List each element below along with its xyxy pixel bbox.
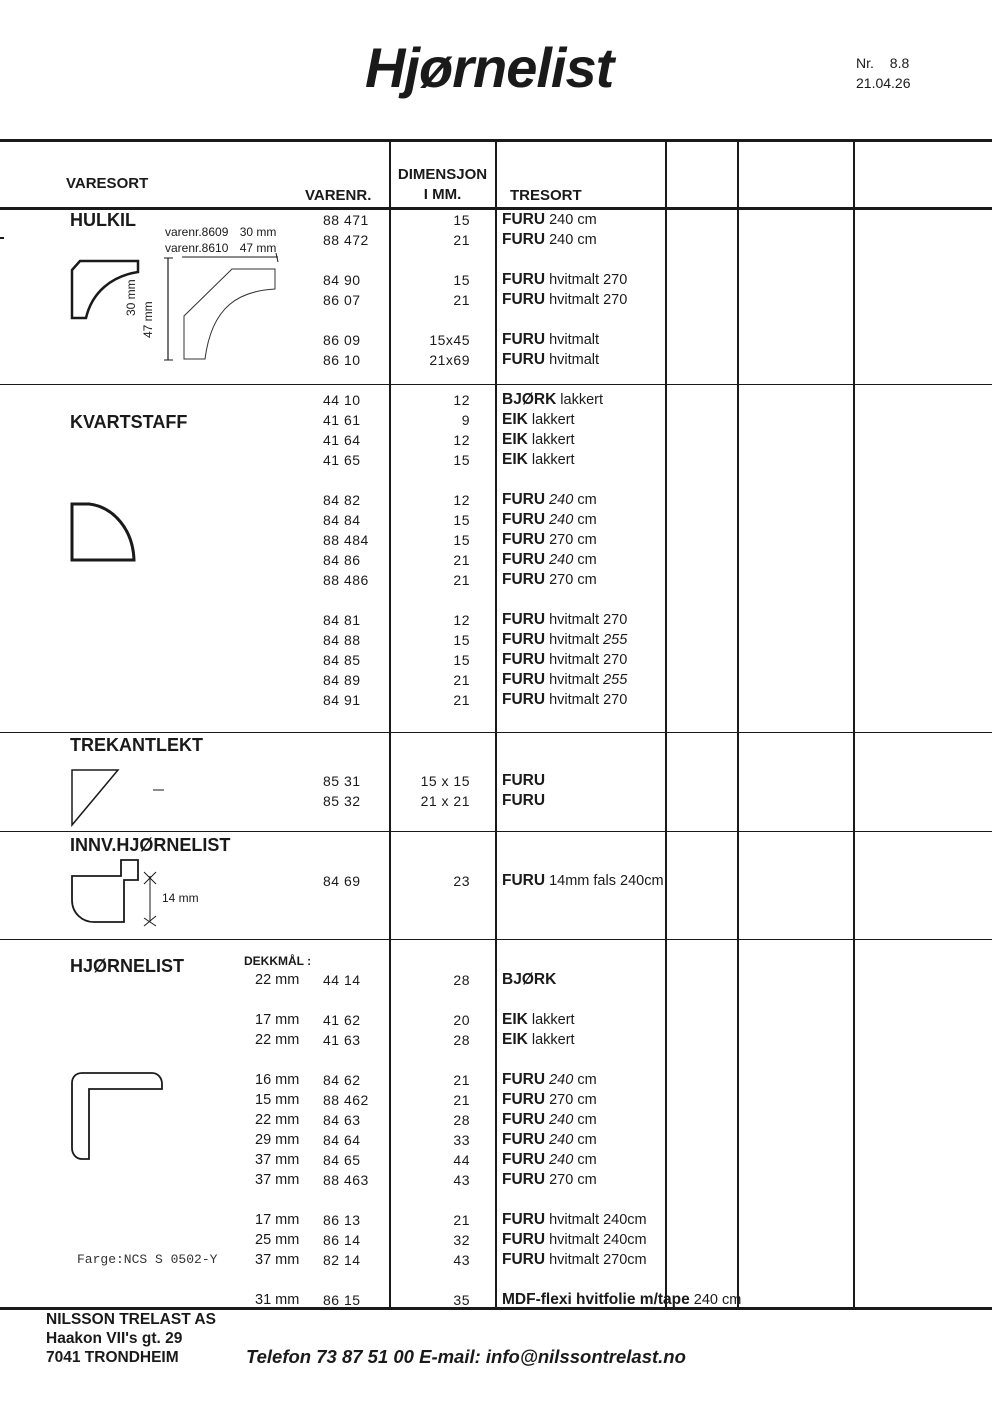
varenr: 84 91 <box>323 692 361 708</box>
table-row <box>0 1030 992 1050</box>
column-header-dimensjon <box>390 165 495 205</box>
dimension: 15 <box>453 652 470 668</box>
tresort <box>502 570 597 590</box>
varenr: 88 471 <box>323 212 369 228</box>
tresort <box>502 650 627 670</box>
wood: FURU <box>502 872 546 889</box>
city: 7041 TRONDHEIM <box>46 1349 179 1366</box>
tresort <box>502 630 627 650</box>
dekkmaal: 37 mm <box>255 1152 300 1168</box>
dimension: 15 <box>453 452 470 468</box>
section-title-trekantlekt: TREKANTLEKT <box>70 735 203 755</box>
varenr: 41 62 <box>323 1012 361 1028</box>
wood: FURU <box>502 1251 546 1268</box>
wood: EIK <box>502 431 528 448</box>
dimension: 28 <box>453 1032 470 1048</box>
desc: hvitmalt 270 <box>549 272 628 288</box>
tresort <box>502 330 599 350</box>
varenr: 88 463 <box>323 1172 369 1188</box>
tresort <box>502 430 575 450</box>
desc: cm <box>577 512 597 528</box>
dimension: 21x69 <box>429 352 470 368</box>
table-row <box>0 330 992 350</box>
section-title-hjornelist: HJØRNELIST <box>70 956 185 976</box>
wood: BJØRK <box>502 391 557 408</box>
tresort <box>502 410 575 430</box>
table-row <box>0 550 992 570</box>
section-title-kvartstaff: KVARTSTAFF <box>70 412 188 432</box>
tresort <box>502 1290 741 1310</box>
dekkmaal: 15 mm <box>255 1092 300 1108</box>
dimension: 32 <box>453 1232 470 1248</box>
wood: FURU <box>502 631 546 648</box>
contact-info: Telefon 73 87 51 00 E-mail: info@nilssontrelast.no <box>246 1346 686 1367</box>
dimension: 28 <box>453 1112 470 1128</box>
dimension: 15x45 <box>429 332 470 348</box>
tresort <box>502 791 545 811</box>
dimension: 21 <box>453 692 470 708</box>
dekkmaal-label: DEKKMÅL : <box>244 954 312 968</box>
tresort <box>502 1250 647 1270</box>
dekkmaal: 22 mm <box>255 1032 300 1048</box>
dimension: 21 x 21 <box>420 793 470 809</box>
dimension: 12 <box>453 432 470 448</box>
length: 255 <box>603 632 628 648</box>
wood: EIK <box>502 411 528 428</box>
color-code: Farge:NCS S 0502-Y <box>77 1252 218 1267</box>
dimension: 15 <box>453 512 470 528</box>
desc: lakkert <box>531 432 575 448</box>
wood: FURU <box>502 551 546 568</box>
varenr: 41 64 <box>323 432 361 448</box>
wood: FURU <box>502 291 546 308</box>
tresort <box>502 771 545 791</box>
table-row <box>0 490 992 510</box>
wood: FURU <box>502 531 546 548</box>
dimension: 21 <box>453 572 470 588</box>
table-row <box>0 1070 992 1090</box>
table-row <box>0 690 992 710</box>
note-size: 47 mm <box>239 241 277 255</box>
length: 240 <box>549 552 574 568</box>
table-row <box>0 390 992 410</box>
desc: 240 cm <box>549 232 597 248</box>
table-row <box>0 1130 992 1150</box>
dekkmaal: 16 mm <box>255 1072 300 1088</box>
table-row <box>0 630 992 650</box>
dekkmaal: 37 mm <box>255 1252 300 1268</box>
dimension: 15 <box>453 632 470 648</box>
wood: FURU <box>502 691 546 708</box>
varenr: 88 462 <box>323 1092 369 1108</box>
length: 240 <box>549 492 574 508</box>
note-size: 30 mm <box>239 225 277 239</box>
tresort <box>502 1130 597 1150</box>
tresort <box>502 1010 575 1030</box>
tresort <box>502 1210 647 1230</box>
dimension: 12 <box>453 392 470 408</box>
varenr: 84 62 <box>323 1072 361 1088</box>
desc: hvitmalt 240cm <box>549 1212 647 1228</box>
table-row <box>0 871 992 891</box>
wood: FURU <box>502 1151 546 1168</box>
desc: hvitmalt <box>549 632 600 648</box>
dimension: 21 <box>453 672 470 688</box>
varenr: 84 63 <box>323 1112 361 1128</box>
varenr: 86 09 <box>323 332 361 348</box>
nr-label: Nr. <box>856 55 874 71</box>
dekkmaal: 22 mm <box>255 972 300 988</box>
dimension: 12 <box>453 492 470 508</box>
table-row <box>0 1170 992 1190</box>
tresort <box>502 510 597 530</box>
desc: lakkert <box>531 1012 575 1028</box>
length: 240 <box>549 1112 574 1128</box>
desc: cm <box>577 1112 597 1128</box>
dim-label-30: 30 mm <box>124 279 138 316</box>
wood: FURU <box>502 671 546 688</box>
desc: 240 cm <box>693 1292 742 1308</box>
desc: 14mm fals 240cm <box>549 873 664 889</box>
tresort <box>502 550 597 570</box>
varenr: 84 65 <box>323 1152 361 1168</box>
tresort <box>502 490 597 510</box>
dimension: 21 <box>453 552 470 568</box>
tresort <box>502 690 627 710</box>
desc: hvitmalt 270 <box>549 612 628 628</box>
wood: FURU <box>502 1071 546 1088</box>
table-row <box>0 1010 992 1030</box>
nr-value: 8.8 <box>889 55 910 71</box>
desc: 270 cm <box>549 1172 597 1188</box>
desc: hvitmalt 270cm <box>549 1252 647 1268</box>
varenr: 41 61 <box>323 412 361 428</box>
table-row <box>0 350 992 370</box>
varenr: 86 15 <box>323 1292 361 1308</box>
varenr: 41 63 <box>323 1032 361 1048</box>
wood: EIK <box>502 451 528 468</box>
wood: FURU <box>502 351 546 368</box>
dimension: 21 <box>453 292 470 308</box>
column-header-varenr: VARENR. <box>305 187 372 204</box>
dimension: 15 <box>453 212 470 228</box>
length: 240 <box>549 1072 574 1088</box>
varenr: 86 14 <box>323 1232 361 1248</box>
table-row <box>0 450 992 470</box>
desc: lakkert <box>531 1032 575 1048</box>
varenr: 86 07 <box>323 292 361 308</box>
street-address: Haakon VII's gt. 29 <box>46 1330 183 1347</box>
tresort <box>502 450 575 470</box>
varenr: 41 65 <box>323 452 361 468</box>
table-row <box>0 270 992 290</box>
table-row <box>0 650 992 670</box>
table-row <box>0 1110 992 1130</box>
dimension: 15 <box>453 272 470 288</box>
wood: EIK <box>502 1011 528 1028</box>
table-row <box>0 570 992 590</box>
varenr: 84 64 <box>323 1132 361 1148</box>
dimension: 33 <box>453 1132 470 1148</box>
dekkmaal: 31 mm <box>255 1292 300 1308</box>
tresort <box>502 1150 597 1170</box>
tresort <box>502 610 627 630</box>
wood: FURU <box>502 271 546 288</box>
hjornelist-profile-icon <box>0 0 1 1</box>
varenr: 84 88 <box>323 632 361 648</box>
tresort <box>502 1230 647 1250</box>
dimension: 21 <box>453 1212 470 1228</box>
desc: hvitmalt <box>549 672 600 688</box>
wood: EIK <box>502 1031 528 1048</box>
length: 240 <box>549 1132 574 1148</box>
table-row <box>0 771 992 791</box>
dimensjon-line1: DIMENSJON <box>397 166 488 183</box>
dimension: 15 <box>453 532 470 548</box>
tresort <box>502 210 597 230</box>
innv-dim-label: 14 mm <box>162 891 199 905</box>
wood: FURU <box>502 571 546 588</box>
varenr: 84 81 <box>323 612 361 628</box>
wood: FURU <box>502 651 546 668</box>
varenr: 85 32 <box>323 793 361 809</box>
desc: 270 cm <box>549 572 597 588</box>
length: 240 <box>549 1152 574 1168</box>
dim-label-47: 47 mm <box>141 301 155 338</box>
varenr: 84 69 <box>323 873 361 889</box>
varenr: 84 89 <box>323 672 361 688</box>
tresort <box>502 270 627 290</box>
table-row <box>0 1250 992 1270</box>
desc: hvitmalt 270 <box>549 292 628 308</box>
wood: FURU <box>502 611 546 628</box>
dimension: 12 <box>453 612 470 628</box>
tresort <box>502 1070 597 1090</box>
dimension: 44 <box>453 1152 470 1168</box>
varenr: 86 13 <box>323 1212 361 1228</box>
tresort <box>502 1090 597 1110</box>
desc: lakkert <box>531 452 575 468</box>
note-varenr: varenr.8609 <box>165 225 229 239</box>
desc: hvitmalt <box>549 332 600 348</box>
table-row <box>0 510 992 530</box>
desc: 240 cm <box>549 212 597 228</box>
table-row <box>0 1090 992 1110</box>
dimensjon-line2: I MM. <box>423 186 462 203</box>
dimension: 20 <box>453 1012 470 1028</box>
page-title: Hjørnelist <box>365 36 614 99</box>
varenr: 88 472 <box>323 232 369 248</box>
tresort <box>502 970 556 990</box>
dimension: 21 <box>453 1072 470 1088</box>
tresort <box>502 390 603 410</box>
table-row <box>0 1290 992 1310</box>
length: 240 <box>549 512 574 528</box>
dekkmaal: 37 mm <box>255 1172 300 1188</box>
table-row <box>0 410 992 430</box>
table-row <box>0 670 992 690</box>
wood: FURU <box>502 231 546 248</box>
desc: hvitmalt 270 <box>549 652 628 668</box>
wood: FURU <box>502 792 546 809</box>
dimension: 9 <box>461 412 470 428</box>
table-row <box>0 1230 992 1250</box>
varenr: 84 90 <box>323 272 361 288</box>
dekkmaal: 29 mm <box>255 1132 300 1148</box>
dekkmaal: 25 mm <box>255 1232 300 1248</box>
tresort <box>502 1110 597 1130</box>
tresort <box>502 350 599 370</box>
wood: FURU <box>502 1171 546 1188</box>
note-varenr: varenr.8610 <box>165 241 229 255</box>
dimension: 23 <box>453 873 470 889</box>
table-row <box>0 791 992 811</box>
table-row <box>0 290 992 310</box>
table-row <box>0 530 992 550</box>
table-row <box>0 430 992 450</box>
desc: cm <box>577 1152 597 1168</box>
wood: FURU <box>502 211 546 228</box>
tresort <box>502 530 597 550</box>
varenr: 88 484 <box>323 532 369 548</box>
desc: lakkert <box>560 392 604 408</box>
wood: FURU <box>502 1211 546 1228</box>
table-row <box>0 1150 992 1170</box>
dekkmaal: 17 mm <box>255 1012 300 1028</box>
table-row <box>0 970 992 990</box>
dimension: 21 <box>453 232 470 248</box>
varenr: 84 84 <box>323 512 361 528</box>
varenr: 85 31 <box>323 773 361 789</box>
wood: FURU <box>502 331 546 348</box>
section-title-hulkil: HULKIL <box>70 210 136 230</box>
company-name: NILSSON TRELAST AS <box>46 1311 216 1328</box>
tresort <box>502 230 597 250</box>
desc: lakkert <box>531 412 575 428</box>
column-header-tresort: TRESORT <box>510 187 582 204</box>
desc: hvitmalt 270 <box>549 692 628 708</box>
desc: cm <box>577 1132 597 1148</box>
desc: cm <box>577 492 597 508</box>
tresort <box>502 1170 597 1190</box>
tresort <box>502 290 627 310</box>
dimension: 28 <box>453 972 470 988</box>
desc: hvitmalt 240cm <box>549 1232 647 1248</box>
dekkmaal: 22 mm <box>255 1112 300 1128</box>
length: 255 <box>603 672 628 688</box>
wood: FURU <box>502 491 546 508</box>
varenr: 82 14 <box>323 1252 361 1268</box>
wood: BJØRK <box>502 971 557 988</box>
varenr: 84 85 <box>323 652 361 668</box>
tresort <box>502 670 627 690</box>
desc: hvitmalt <box>549 352 600 368</box>
desc: 270 cm <box>549 1092 597 1108</box>
desc: cm <box>577 1072 597 1088</box>
document-date: 21.04.26 <box>856 75 911 91</box>
desc: cm <box>577 552 597 568</box>
dimension: 43 <box>453 1252 470 1268</box>
section-title-innv-hjornelist: INNV.HJØRNELIST <box>70 835 231 855</box>
dimension: 35 <box>453 1292 470 1308</box>
column-header-varesort: VARESORT <box>66 175 149 192</box>
wood: MDF-flexi hvitfolie m/tape <box>502 1291 690 1308</box>
wood: FURU <box>502 511 546 528</box>
dimension: 43 <box>453 1172 470 1188</box>
dekkmaal: 17 mm <box>255 1212 300 1228</box>
dimension: 21 <box>453 1092 470 1108</box>
company-address <box>46 1310 216 1367</box>
wood: FURU <box>502 772 546 789</box>
varenr: 44 14 <box>323 972 361 988</box>
varenr: 84 86 <box>323 552 361 568</box>
varenr: 88 486 <box>323 572 369 588</box>
table-row <box>0 230 992 250</box>
wood: FURU <box>502 1131 546 1148</box>
dimension: 15 x 15 <box>420 773 470 789</box>
tresort <box>502 1030 575 1050</box>
wood: FURU <box>502 1231 546 1248</box>
table-row <box>0 1210 992 1230</box>
wood: FURU <box>502 1111 546 1128</box>
document-number <box>856 53 911 93</box>
varenr: 44 10 <box>323 392 361 408</box>
varenr: 86 10 <box>323 352 361 368</box>
varenr: 84 82 <box>323 492 361 508</box>
table-row <box>0 610 992 630</box>
wood: FURU <box>502 1091 546 1108</box>
desc: 270 cm <box>549 532 597 548</box>
tresort <box>502 871 664 891</box>
table-row <box>0 210 992 230</box>
